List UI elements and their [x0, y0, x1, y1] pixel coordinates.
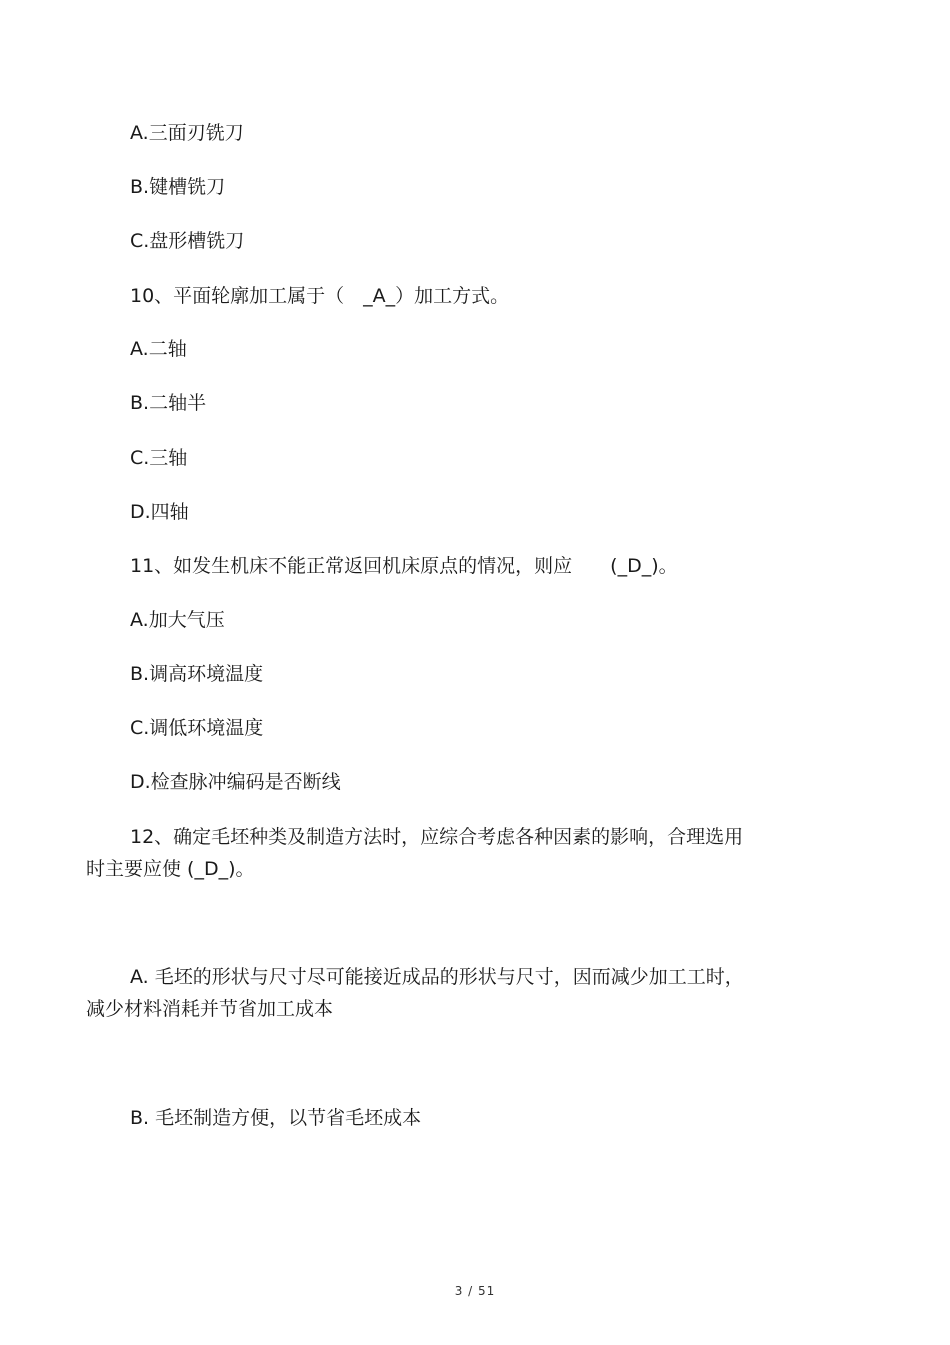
question-12-line-2: 时主要应使 (_D_)。	[86, 858, 255, 880]
q10-option-b: B.二轴半	[130, 392, 207, 414]
question-10: 10、平面轮廓加工属于（ _A_）加工方式。	[130, 285, 510, 307]
question-12-line-1: 12、确定毛坯种类及制造方法时，应综合考虑各种因素的影响，合理选用	[130, 826, 744, 848]
q12-option-a-line-2: 减少材料消耗并节省加工成本	[86, 998, 334, 1020]
q11-option-d: D.检查脉冲编码是否断线	[130, 771, 341, 793]
q11-option-c: C.调低环境温度	[130, 717, 264, 739]
q10-option-a: A.二轴	[130, 338, 187, 360]
option-a-three-face-milling-cutter: A.三面刃铣刀	[130, 122, 244, 144]
q12-option-b: B. 毛坯制造方便，以节省毛坯成本	[130, 1107, 422, 1129]
page-number: 3 / 51	[454, 1284, 496, 1298]
q11-option-b: B.调高环境温度	[130, 663, 264, 685]
q12-option-a-line-1: A. 毛坯的形状与尺寸尽可能接近成品的形状与尺寸，因而减少加工工时，	[130, 966, 744, 988]
q11-option-a: A.加大气压	[130, 609, 225, 631]
q10-option-c: C.三轴	[130, 447, 188, 469]
option-b-keyway-milling-cutter: B.键槽铣刀	[130, 176, 226, 198]
question-11: 11、如发生机床不能正常返回机床原点的情况，则应 (_D_)。	[130, 555, 678, 577]
option-c-disc-slot-milling-cutter: C.盘形槽铣刀	[130, 230, 245, 252]
q10-option-d: D.四轴	[130, 501, 189, 523]
